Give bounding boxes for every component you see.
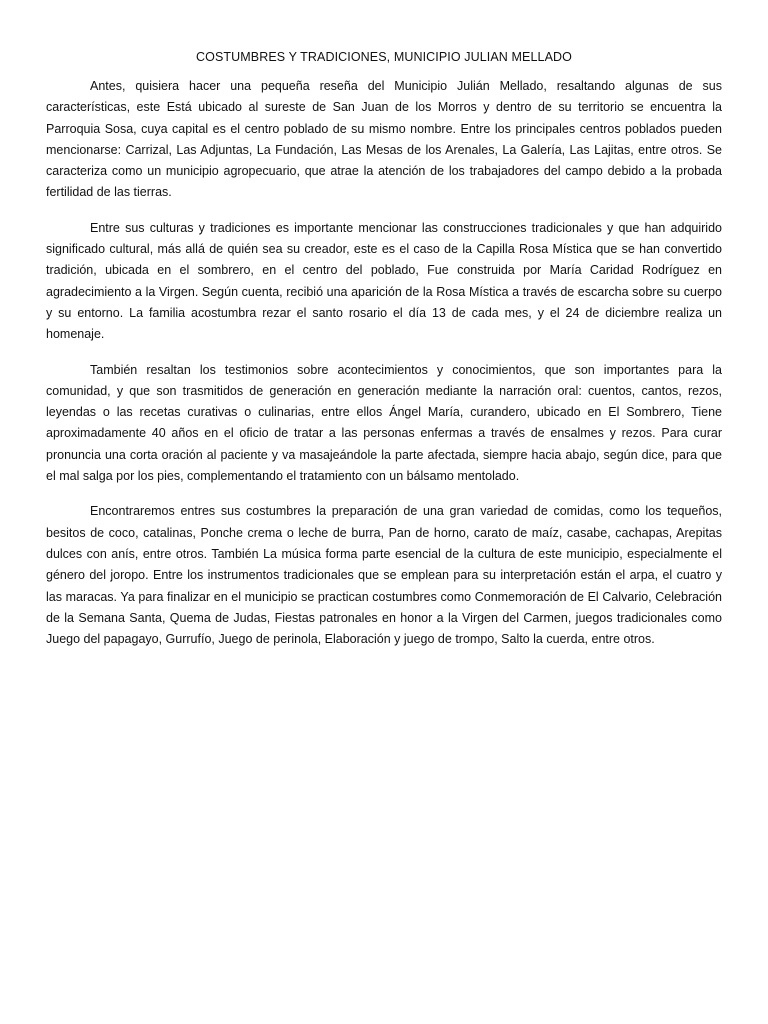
document-title: COSTUMBRES Y TRADICIONES, MUNICIPIO JULIAN MELLADO	[196, 50, 572, 64]
paragraph-culturas-tradiciones: Entre sus culturas y tradiciones es importante mencionar las construcciones tradicionales y que han adquirido significado cultural, más allá de quién sea su creador, este es el caso de la Capilla Rosa Mística que se han convertido tradición, ubicada en el sombrero, en el centro del poblado, Fue construida por María Caridad Rodríguez en agradecimiento a la Virgen. Según cuenta, recibió una aparición de la Rosa Mística a través de escarcha sobre su cuerpo y su entorno. La familia acostumbra rezar el santo rosario el día 13 de cada mes, y el 24 de diciembre realiza un homenaje.	[46, 220, 722, 342]
paragraph-resena-municipio: Antes, quisiera hacer una pequeña reseña del Municipio Julián Mellado, resaltando algunas de sus características, este Está ubicado al sureste de San Juan de los Morros y dentro de su territorio se encuentra la Parroquia Sosa, cuya capital es el centro poblado de su mismo nombre. Entre los principales centros poblados pueden mencionarse: Carrizal, Las Adjuntas, La Fundación, Las Mesas de los Arenales, La Galería, Las Lajitas, entre otros. Se caracteriza como un municipio agropecuario, que atrae la atención de los trabajadores del campo debido a la probada fertilidad de las tierras.	[46, 79, 722, 200]
paragraph-costumbres-comidas-musica: Encontraremos entres sus costumbres la preparación de una gran variedad de comidas, como los tequeños, besitos de coco, catalinas, Ponche crema o leche de burra, Pan de horno, carato de maíz, casabe, cachapas, Arepitas dulces con anís, entre otros. También La música forma parte esencial de la cultura de este municipio, especialmente el género del joropo. Entre los instrumentos tradicionales que se emplean para su interpretación están el arpa, el cuatro y las maracas. Ya para finalizar en el municipio se practican costumbres como Conmemoración de El Calvario, Celebración de la Semana Santa, Quema de Judas, Fiestas patronales en honor a la Virgen del Carmen, juegos tradicionales como Juego del papagayo, Gurrufío, Juego de perinola, Elaboración y juego de trompo, Salto la cuerda, entre otros.	[46, 504, 722, 647]
document-page	[46, 47, 722, 664]
paragraph-testimonios: También resaltan los testimonios sobre acontecimientos y conocimientos, que son importantes para la comunidad, y que son trasmitidos de generación en generación mediante la narración oral: cuentos, cantos, rezos, leyendas o las recetas curativas o culinarias, entre ellos Ángel María, curandero, ubicado en El Sombrero, Tiene aproximadamente 40 años en el oficio de tratar a las personas enfermas a través de ensalmes y rezos. Para curar pronuncia una corta oración al paciente y va masajeándole la parte afectada, siempre hacia abajo, según dice, para que el mal salga por los pies, complementando el tratamiento con un bálsamo mentolado.	[46, 362, 722, 484]
